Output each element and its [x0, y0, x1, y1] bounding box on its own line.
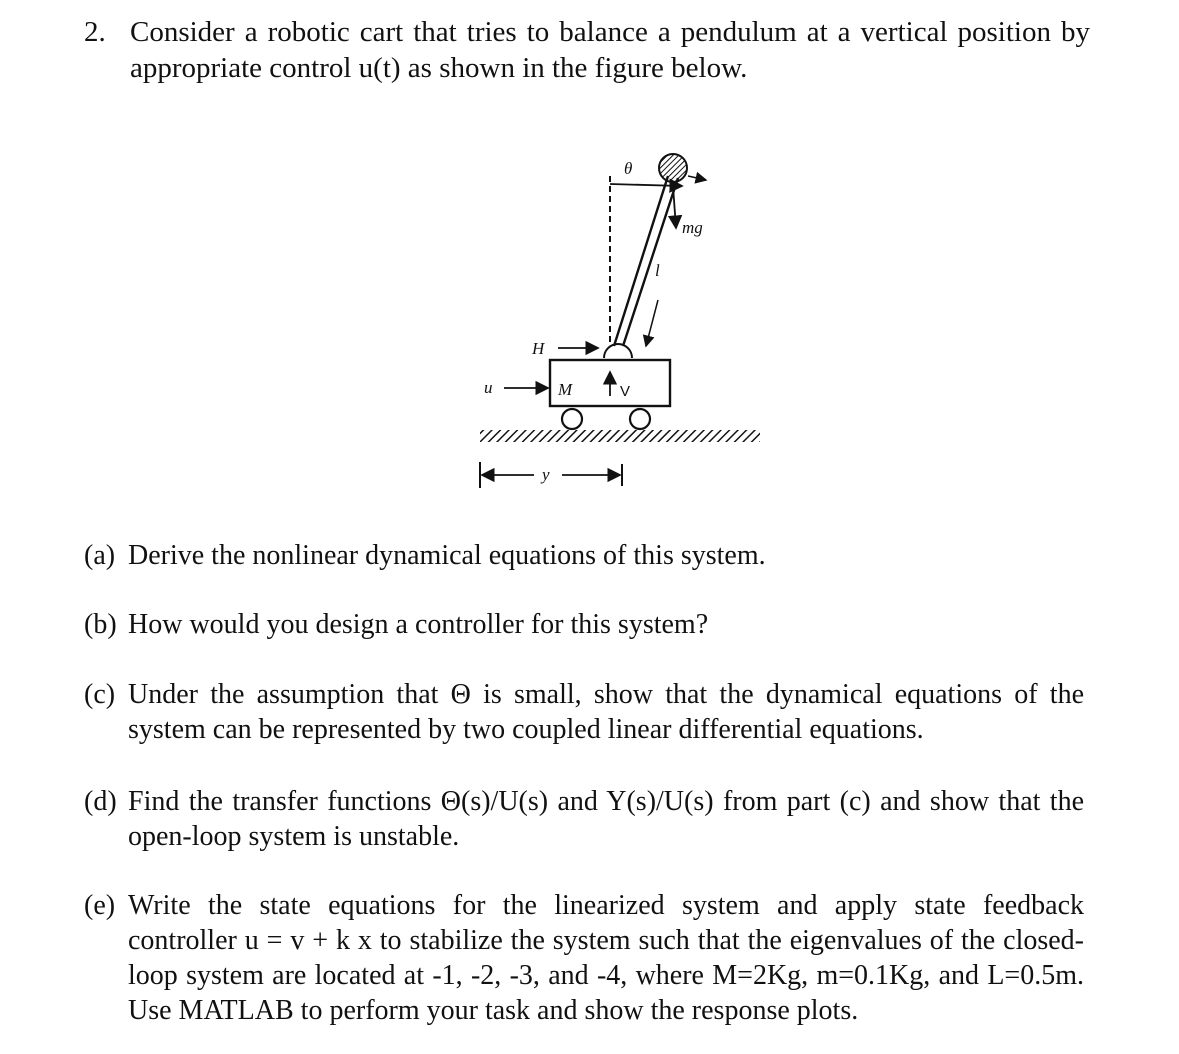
part-a [84, 538, 1084, 573]
length-label: l [655, 261, 660, 280]
pendulum-rod-right [623, 178, 678, 346]
pendulum-ball [659, 154, 687, 182]
cart-wheel-left [562, 409, 582, 429]
part-c-label: (c) [84, 679, 116, 710]
length-dimension-tick [688, 176, 706, 180]
part-e-label: (e) [84, 890, 116, 921]
part-a-label: (a) [84, 540, 116, 571]
cart-pendulum-figure [450, 140, 780, 510]
part-b-text: How would you design a controller for this system? [128, 609, 709, 640]
y-label: y [542, 465, 550, 484]
theta-label: θ [624, 159, 633, 178]
input-u-label: u [484, 378, 493, 397]
part-c-text: Under the assumption that Θ is small, show that the dynamical equations of the system can be represented by two coupled linear differential equations. [128, 679, 1084, 745]
part-a-text: Derive the nonlinear dynamical equations of this system. [128, 540, 766, 571]
part-d [84, 784, 1084, 854]
cart-pendulum-diagram [450, 140, 780, 510]
part-b-label: (b) [84, 609, 117, 640]
H-label: H [532, 339, 545, 358]
pivot-joint [604, 344, 632, 358]
mass-label: M [558, 380, 573, 399]
pendulum-rod-left [614, 176, 668, 346]
ground-hatch [480, 430, 760, 442]
part-d-label: (d) [84, 786, 117, 817]
V-label: V [620, 383, 631, 400]
part-c [84, 677, 1084, 747]
part-b [84, 607, 1084, 642]
part-d-text: Find the transfer functions Θ(s)/U(s) and Y(s)/U(s) from part (c) and show that the open-loop system is unstable. [128, 786, 1084, 852]
part-e-text: Write the state equations for the linearized system and apply state feedback controller u = v + k x to stabilize the system such that the eigenvalues of the closed-loop system are located at -1, -2, -3, and -4, where M=2Kg, m=0.1Kg, and L=0.5m. Use MATLAB to perform your task and show the response plots. [128, 890, 1084, 1026]
cart-wheel-right [630, 409, 650, 429]
mg-label: mg [682, 218, 703, 237]
length-dimension-line [646, 300, 658, 346]
part-e [84, 888, 1084, 1028]
problem-number: 2. [84, 16, 106, 48]
theta-angle-arc [610, 184, 682, 186]
problem-intro: Consider a robotic cart that tries to balance a pendulum at a vertical position by appropriate control u(t) as shown in the figure below. [130, 16, 1090, 84]
